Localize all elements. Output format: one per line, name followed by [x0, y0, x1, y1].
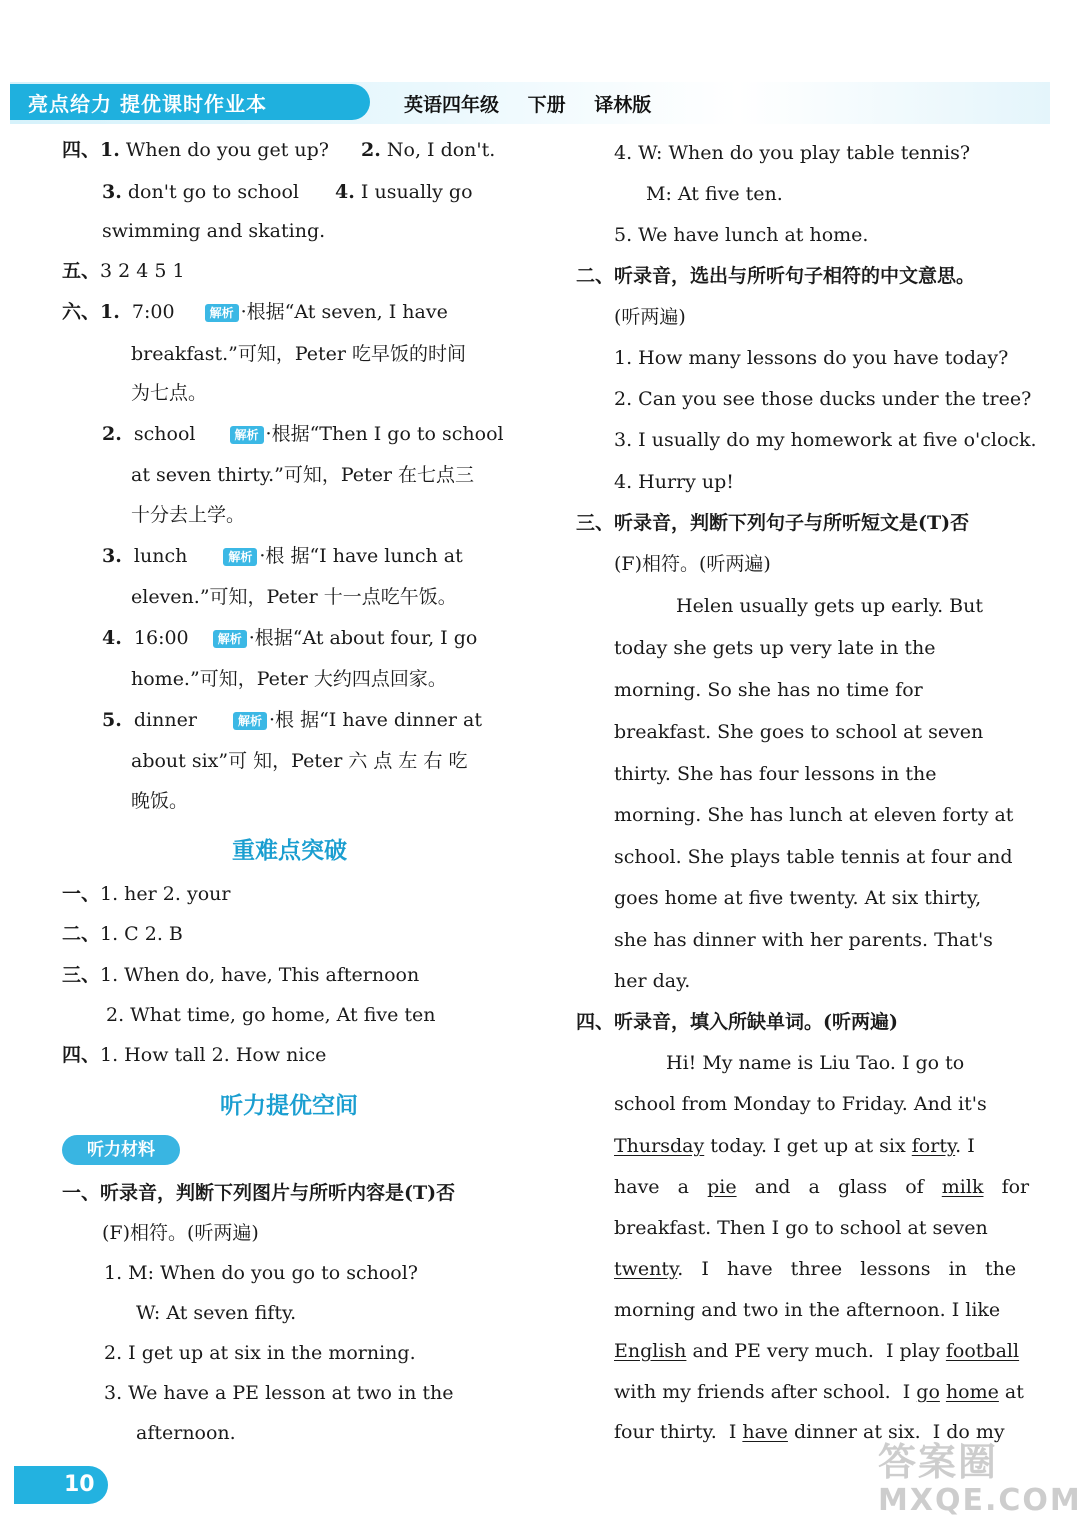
- listen-s2-subtitle: (听两遍): [614, 306, 686, 328]
- passage-text: today. I get up at six: [704, 1135, 912, 1157]
- section-marker: 二、: [62, 923, 101, 945]
- header-edition: 译林版: [594, 94, 652, 116]
- left-s4-line3: swimming and skating.: [102, 220, 326, 242]
- watermark-url: MXQE.COM: [878, 1483, 1082, 1518]
- section-marker: 三、: [62, 964, 101, 986]
- passage-line: [614, 1175, 1029, 1199]
- key-s1: [62, 882, 230, 906]
- passage-line: school. She plays table tennis at four and: [614, 846, 1013, 868]
- item-number: 2.: [102, 423, 122, 445]
- filled-word: forty: [911, 1135, 956, 1157]
- filled-word: home: [945, 1381, 999, 1403]
- analysis-badge: 解析: [205, 304, 239, 322]
- filled-word: go: [916, 1381, 940, 1403]
- passage-text: at: [998, 1381, 1024, 1403]
- listening-material-tag: 听力材料: [62, 1135, 180, 1165]
- listen-q1: 1. M: When do you go to school?: [104, 1262, 418, 1284]
- answer-text: don't go to school: [127, 181, 299, 203]
- item-number: 1.: [100, 301, 120, 323]
- passage-line: school from Monday to Friday. And it's: [614, 1093, 987, 1115]
- answer-text: When do you get up?: [125, 139, 329, 161]
- passage-text: and a glass of: [736, 1176, 942, 1198]
- analysis-text: home.”可知，Peter 大约四点回家。: [131, 668, 447, 690]
- answer-text: 1. C 2. B: [100, 923, 183, 945]
- filled-word: football: [945, 1340, 1020, 1362]
- filled-word: English: [614, 1340, 687, 1362]
- item-number: 2.: [361, 139, 381, 161]
- analysis-text: ·根 据“I have dinner at: [269, 709, 482, 731]
- filled-word: twenty: [614, 1258, 678, 1280]
- passage-line: goes home at five twenty. At six thirty,: [614, 887, 982, 909]
- item-number: 3.: [102, 181, 122, 203]
- watermark-text: 答案圈: [878, 1440, 999, 1484]
- listen-s2-q3: 3. I usually do my homework at five o'clock.: [614, 429, 1037, 451]
- passage-text: for: [983, 1176, 1030, 1198]
- analysis-badge: 解析: [233, 712, 267, 730]
- item-number: 3.: [102, 545, 122, 567]
- key-s3: [62, 963, 419, 987]
- left-s6-i1: [62, 300, 448, 324]
- listen-s2-q4: 4. Hurry up!: [614, 471, 734, 493]
- passage-line: morning. So she has no time for: [614, 679, 923, 701]
- passage-text: have a: [614, 1176, 708, 1198]
- passage-text: four thirty. I: [614, 1421, 743, 1443]
- analysis-text: 晚饭。: [131, 790, 189, 812]
- listen-s1-subtitle: (F)相符。(听两遍): [102, 1222, 259, 1244]
- item-number: 4.: [335, 181, 355, 203]
- item-number: 4.: [102, 627, 122, 649]
- filled-word: pie: [707, 1176, 737, 1198]
- analysis-text: 十分去上学。: [131, 504, 246, 526]
- analysis-badge: 解析: [213, 630, 247, 648]
- passage-line: today she gets up very late in the: [614, 637, 936, 659]
- section-title-key: 重难点突破: [232, 838, 347, 864]
- passage-line: morning and two in the afternoon. I like: [614, 1299, 1001, 1321]
- analysis-text: eleven.”可知，Peter 十一点吃午饭。: [131, 586, 457, 608]
- listen-s1-title: 一、听录音，判断下列图片与所听内容是(T)否: [62, 1182, 456, 1204]
- answer-text: I usually go: [360, 181, 473, 203]
- passage-line: morning. She has lunch at eleven forty at: [614, 804, 1014, 826]
- filled-word: milk: [941, 1176, 984, 1198]
- header-volume: 下册: [527, 94, 566, 116]
- answer-text: lunch: [133, 545, 188, 567]
- listen-s2-q2: 2. Can you see those ducks under the tree?: [614, 388, 1032, 410]
- section-marker: 一、: [62, 883, 101, 905]
- passage-line: breakfast. She goes to school at seven: [614, 721, 984, 743]
- listen-q3-cont: afternoon.: [136, 1422, 236, 1444]
- header-brand: 亮点给力 提优课时作业本: [28, 92, 267, 116]
- passage-text: with my friends after school. I: [614, 1381, 917, 1403]
- analysis-text: ·根 据“I have lunch at: [259, 545, 463, 567]
- header-subject: [404, 90, 673, 117]
- analysis-text: ·根据“At about four, I go: [248, 627, 478, 649]
- listen-s2-title: 二、听录音，选出与所听句子相符的中文意思。: [576, 265, 976, 287]
- answer-text: No, I don't.: [386, 139, 496, 161]
- passage-line: [614, 1380, 1024, 1404]
- left-s6-i4: [102, 626, 477, 650]
- answer-text: 1. her 2. your: [100, 883, 231, 905]
- passage-line: [614, 1257, 1016, 1281]
- left-s4-line1: [62, 138, 495, 162]
- left-s6-i3: [102, 544, 463, 568]
- passage-line: Hi! My name is Liu Tao. I go to: [666, 1052, 965, 1074]
- analysis-badge: 解析: [223, 548, 257, 566]
- answer-text: 7:00: [131, 301, 175, 323]
- listen-q2: 2. I get up at six in the morning.: [104, 1342, 416, 1364]
- passage-line: she has dinner with her parents. That's: [614, 929, 993, 951]
- passage-line: breakfast. Then I go to school at seven: [614, 1217, 988, 1239]
- answer-text: 3 2 4 5 1: [100, 260, 185, 282]
- item-number: 5.: [102, 709, 122, 731]
- passage-text: . I: [955, 1135, 975, 1157]
- passage-line: thirty. She has four lessons in the: [614, 763, 937, 785]
- passage-text: and PE very much. I play: [686, 1340, 946, 1362]
- answer-text: 1. How tall 2. How nice: [100, 1044, 327, 1066]
- page-number: 10: [14, 1466, 108, 1504]
- filled-word: have: [742, 1421, 788, 1443]
- listen-q3: 3. We have a PE lesson at two in the: [104, 1382, 454, 1404]
- analysis-text: ·根据“At seven, I have: [240, 301, 448, 323]
- answer-text: dinner: [133, 709, 197, 731]
- left-s4-line2: [102, 180, 473, 204]
- analysis-text: about six”可 知，Peter 六 点 左 右 吃: [131, 750, 468, 772]
- section-marker: 四、: [62, 1044, 101, 1066]
- listen-s3-title: 三、听录音，判断下列句子与所听短文是(T)否: [576, 512, 970, 534]
- listen-q4-answer: M: At five ten.: [646, 183, 783, 205]
- header-grade: 英语四年级: [404, 94, 500, 116]
- answer-text: 1. When do, have, This afternoon: [100, 964, 420, 986]
- listen-q1-answer: W: At seven fifty.: [136, 1302, 297, 1324]
- watermark-logo: [878, 1440, 1082, 1530]
- passage-line: [614, 1339, 1019, 1363]
- passage-text: . I have three lessons in the: [677, 1258, 1017, 1280]
- listen-s2-q1: 1. How many lessons do you have today?: [614, 347, 1009, 369]
- passage-line: Helen usually gets up early. But: [676, 595, 984, 617]
- analysis-text: ·根据“Then I go to school: [265, 423, 504, 445]
- key-s4: [62, 1043, 326, 1067]
- item-number: 1.: [100, 139, 120, 161]
- filled-word: Thursday: [614, 1135, 705, 1157]
- passage-text: dinner at six. I do my: [787, 1421, 1005, 1443]
- analysis-text: at seven thirty.”可知，Peter 在七点三: [131, 464, 475, 486]
- listen-s4-title: 四、听录音，填入所缺单词。(听两遍): [576, 1011, 898, 1033]
- section-marker: 五、: [62, 260, 101, 282]
- section-marker: 六、: [62, 301, 101, 323]
- listen-q5: 5. We have lunch at home.: [614, 224, 869, 246]
- analysis-badge: 解析: [230, 426, 264, 444]
- passage-line: [614, 1134, 975, 1158]
- analysis-text: 为七点。: [131, 382, 208, 404]
- left-s6-i2: [102, 422, 504, 446]
- answer-text: school: [133, 423, 196, 445]
- answer-text: 2. What time, go home, At five ten: [106, 1004, 436, 1026]
- answer-text: 16:00: [133, 627, 189, 649]
- listen-q4: 4. W: When do you play table tennis?: [614, 142, 971, 164]
- section-title-listening: 听力提优空间: [220, 1093, 358, 1119]
- left-s6-i5: [102, 708, 482, 732]
- passage-line: her day.: [614, 970, 691, 992]
- left-s5: [62, 259, 185, 283]
- analysis-text: breakfast.”可知，Peter 吃早饭的时间: [131, 343, 467, 365]
- listen-s3-subtitle: (F)相符。(听两遍): [614, 553, 771, 575]
- key-s2: [62, 922, 183, 946]
- section-marker: 四、: [62, 139, 101, 161]
